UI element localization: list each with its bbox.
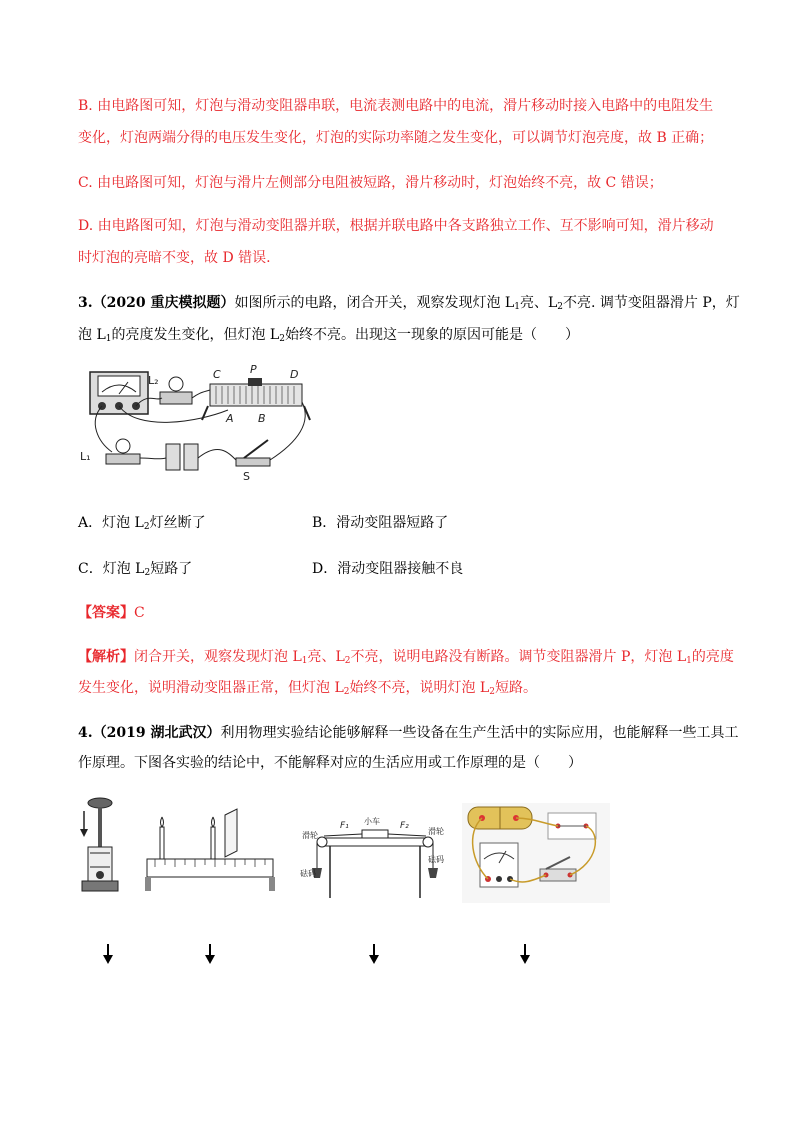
analysis-text: 亮、L (307, 649, 345, 665)
subscript: 1 (105, 334, 112, 344)
analysis-text: 始终不亮，说明灯泡 L (349, 680, 490, 696)
q4-number: 4. (78, 725, 93, 741)
option-c-line-1: C. 由电路图可知，灯泡与滑片左侧部分电阻被短路，滑片移动时，灯泡始终不亮，故 C 错误； (78, 175, 663, 191)
label-cart: 小车 (364, 817, 380, 826)
option-text: 灯丝断了 (149, 515, 206, 531)
battery-icon (166, 444, 180, 470)
q3-stem-text: 如图所示的电路，闭合开关，观察发现灯泡 L (234, 295, 515, 311)
switch-icon (236, 458, 270, 466)
option-text: C．灯泡 L (78, 561, 145, 577)
subscript: 2 (343, 687, 350, 697)
label-f1: F₁ (340, 821, 349, 831)
option-b-line-1: B. 由电路图可知，灯泡与滑动变阻器串联，电流表测电路中的电流，滑片移动时接入电路中的电阻发生 (78, 98, 714, 114)
q4-figure-weight-device (78, 795, 128, 905)
arrow-down-icon (205, 944, 215, 964)
lamp-l2-icon (169, 377, 183, 391)
subscript: 2 (557, 302, 563, 312)
q3-stem-line-2 (78, 325, 579, 345)
analysis-text: 短路。 (494, 680, 537, 696)
answer-value: C (134, 605, 145, 621)
q4-source: （2019 湖北武汉） (92, 725, 221, 741)
q4-figure-mirror-ruler (145, 815, 275, 895)
label-p: P (250, 363, 257, 376)
analysis-text: 发生变化，说明滑动变阻器正常，但灯泡 L (78, 680, 344, 696)
option-d-line-2: 时灯泡的亮暗不变，故 D 错误. (78, 250, 271, 266)
q3-stem-line-1 (78, 293, 740, 313)
q3-circuit-figure (78, 362, 318, 482)
q3-stem-text: 的亮度发生变化，但灯泡 L (111, 327, 280, 343)
subscript: 2 (143, 522, 150, 532)
q4-stem-line-1 (78, 723, 738, 743)
q3-number: 3. (78, 295, 93, 311)
option-text: A．灯泡 L (78, 515, 144, 531)
label-b: B (258, 412, 266, 425)
arrow-down-icon (103, 944, 113, 964)
subscript: 1 (301, 656, 308, 666)
subscript: 2 (279, 334, 285, 344)
analysis-text: 闭合开关，观察发现灯泡 L (134, 649, 302, 665)
q3-analysis-line-1 (78, 647, 734, 667)
arrow-down-icon (369, 944, 379, 964)
q3-option-d: D．滑动变阻器接触不良 (312, 561, 464, 577)
option-d-line-1: D. 由电路图可知，灯泡与滑动变阻器并联，根据并联电路中各支路独立工作、互不影响可知，滑片移动 (78, 218, 714, 234)
q4-figure-ammeter-circuit (462, 803, 610, 903)
subscript: 2 (489, 687, 495, 697)
q3-stem-text: 始终不亮。出现这一现象的原因可能是（ ） (284, 327, 579, 343)
label-pulley-left: 滑轮 (302, 831, 318, 840)
q3-option-c (78, 559, 192, 579)
arrow-down-icon (520, 944, 530, 964)
analysis-text: 不亮，说明电路没有断路。调节变阻器滑片 P，灯泡 L (350, 649, 687, 665)
q3-stem-text: 亮、L (519, 295, 558, 311)
q4-figure-cart-pulleys (300, 812, 450, 898)
q4-stem-text: 利用物理实验结论能够解释一些设备在生产生活中的实际应用，也能解释一些工具工 (220, 725, 739, 741)
option-text: 短路了 (150, 561, 193, 577)
subscript: 2 (144, 568, 151, 578)
answer-tag: 【答案】 (78, 605, 134, 621)
q4-stem-line-2: 作原理。下图各实验的结论中，不能解释对应的生活应用或工作原理的是（ ） (78, 755, 582, 771)
battery-icon (184, 444, 198, 470)
q3-option-a (78, 513, 206, 533)
q3-stem-text: 不亮. 调节变阻器滑片 P，灯 (562, 295, 740, 311)
q3-answer (78, 603, 145, 623)
subscript: 2 (344, 656, 351, 666)
analysis-tag: 【解析】 (78, 649, 134, 665)
analysis-text: 的亮度 (691, 649, 734, 665)
label-c: C (213, 368, 221, 381)
q3-option-b: B．滑动变阻器短路了 (312, 515, 449, 531)
label-a: A (226, 412, 234, 425)
q3-analysis-line-2 (78, 678, 537, 698)
q3-stem-text: 泡 L (78, 327, 106, 343)
option-b-line-2: 变化，灯泡两端分得的电压发生变化，灯泡的实际功率随之发生变化，可以调节灯泡亮度，故 B 正确； (78, 130, 714, 146)
subscript: 1 (686, 656, 692, 666)
label-l2: L₂ (148, 374, 159, 387)
label-pulley-right: 滑轮 (428, 827, 444, 836)
q3-source: （2020 重庆模拟题） (92, 295, 235, 311)
label-d: D (290, 368, 299, 381)
label-l1: L₁ (80, 450, 91, 463)
label-f2: F₂ (400, 821, 409, 831)
cart-icon (362, 830, 388, 838)
label-weight-left: 砝码 (300, 869, 316, 878)
label-s: S (243, 470, 250, 483)
lamp-l1-icon (116, 439, 130, 453)
subscript: 1 (514, 302, 520, 312)
label-weight-right: 砝码 (428, 855, 444, 864)
